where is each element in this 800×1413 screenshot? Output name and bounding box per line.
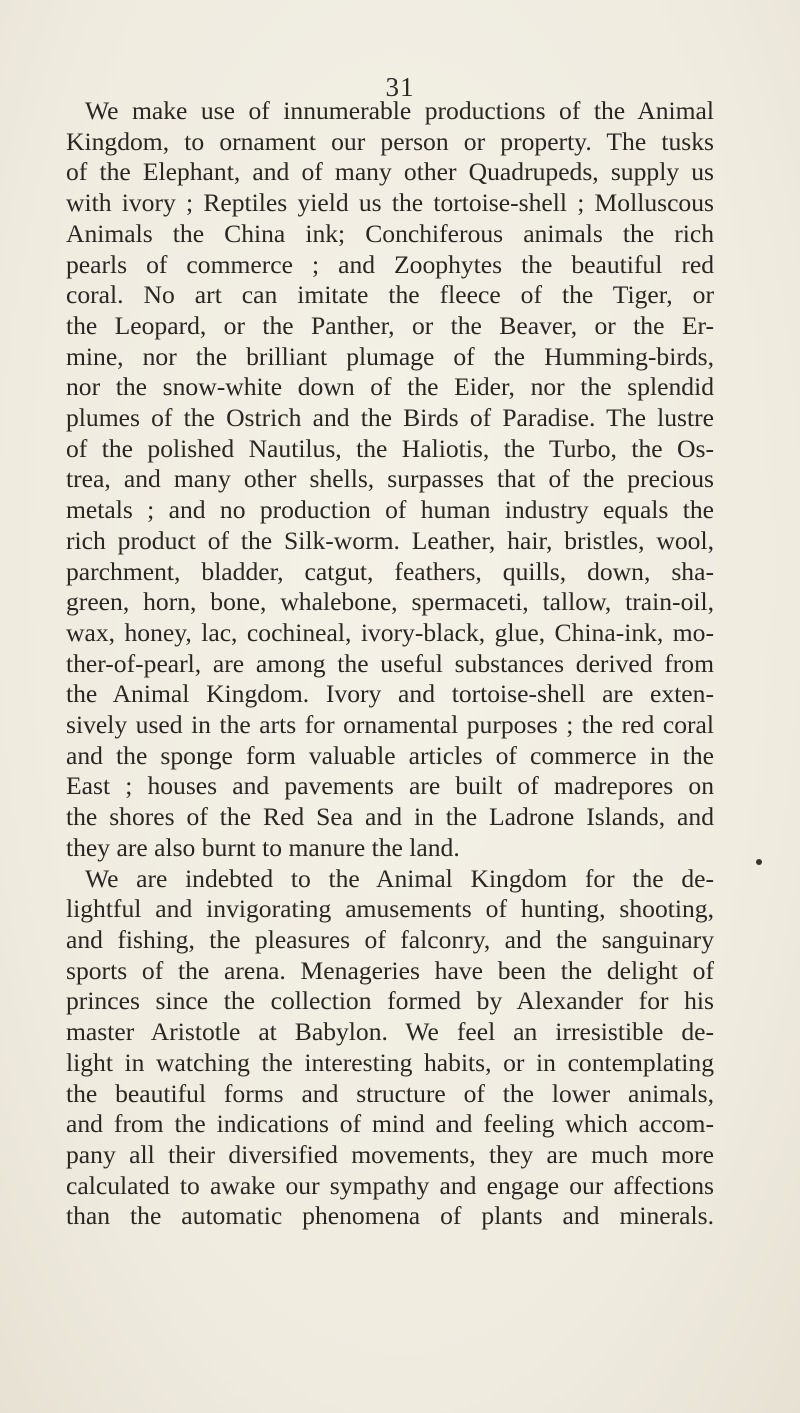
text-line: green, horn, bone, whalebone, spermaceti, tallow, train-oil,: [66, 587, 714, 617]
text-line: of the Elephant, and of many other Quadrupeds, supply us: [66, 157, 714, 187]
text-line: sively used in the arts for ornamental purposes ; the red coral: [66, 710, 714, 740]
text-line: coral. No art can imitate the fleece of the Tiger, or: [66, 280, 714, 310]
text-line: and fishing, the pleasures of falconry, and the sanguinary: [66, 924, 714, 954]
text-line: trea, and many other shells, surpasses that of the precious: [66, 464, 714, 494]
text-line: Animals the China ink; Conchiferous animals the rich: [66, 218, 714, 248]
text-line: they are also burnt to manure the land.: [66, 832, 460, 862]
page-number: 31: [385, 72, 415, 102]
text-line: pearls of commerce ; and Zoophytes the beautiful red: [66, 249, 714, 279]
text-line: We are indebted to the Animal Kingdom for the de-: [85, 863, 714, 893]
text-line: nor the snow-white down of the Eider, nor the splendid: [66, 372, 714, 402]
text-line: and the sponge form valuable articles of commerce in the: [66, 740, 714, 770]
text-line: of the polished Nautilus, the Haliotis, the Turbo, the Os-: [66, 433, 714, 463]
text-line: East ; houses and pavements are built of madrepores on: [66, 771, 714, 801]
text-line: mine, nor the brilliant plumage of the Humming-birds,: [66, 341, 714, 371]
text-line: calculated to awake our sympathy and engage our affections: [66, 1170, 714, 1200]
text-line: parchment, bladder, catgut, feathers, quills, down, sha-: [66, 556, 714, 586]
text-line: the Leopard, or the Panther, or the Beaver, or the Er-: [66, 310, 714, 340]
text-line: lightful and invigorating amusements of hunting, shooting,: [66, 894, 714, 924]
text-line: light in watching the interesting habits, or in contemplating: [66, 1047, 714, 1077]
body-text: [66, 96, 714, 1232]
text-line: Kingdom, to ornament our person or property. The tusks: [66, 126, 714, 156]
text-line: princes since the collection formed by Alexander for his: [66, 986, 714, 1016]
text-line: sports of the arena. Menageries have been the delight of: [66, 955, 714, 985]
ink-speck: [756, 859, 762, 865]
paragraph-1: [66, 96, 714, 864]
text-line: wax, honey, lac, cochineal, ivory-black, glue, China-ink, mo-: [66, 617, 714, 647]
text-line: than the automatic phenomena of plants and minerals.: [66, 1201, 714, 1231]
text-line: ther-of-pearl, are among the useful substances derived from: [66, 648, 714, 678]
text-line: plumes of the Ostrich and the Birds of Paradise. The lustre: [66, 403, 714, 433]
text-line: with ivory ; Reptiles yield us the tortoise-shell ; Molluscous: [66, 188, 714, 218]
text-line: rich product of the Silk-worm. Leather, hair, bristles, wool,: [66, 525, 714, 555]
text-line: metals ; and no production of human industry equals the: [66, 495, 714, 525]
text-line: the beautiful forms and structure of the lower animals,: [66, 1078, 714, 1108]
text-line: the shores of the Red Sea and in the Ladrone Islands, and: [66, 802, 714, 832]
paragraph-2: [66, 864, 714, 1232]
text-line: master Aristotle at Babylon. We feel an irresistible de-: [66, 1017, 714, 1047]
text-line: We make use of innumerable productions of the Animal: [85, 96, 714, 125]
text-line: pany all their diversified movements, they are much more: [66, 1139, 714, 1169]
text-line: the Animal Kingdom. Ivory and tortoise-shell are exten-: [66, 679, 714, 709]
text-line: and from the indications of mind and feeling which accom-: [66, 1109, 714, 1139]
